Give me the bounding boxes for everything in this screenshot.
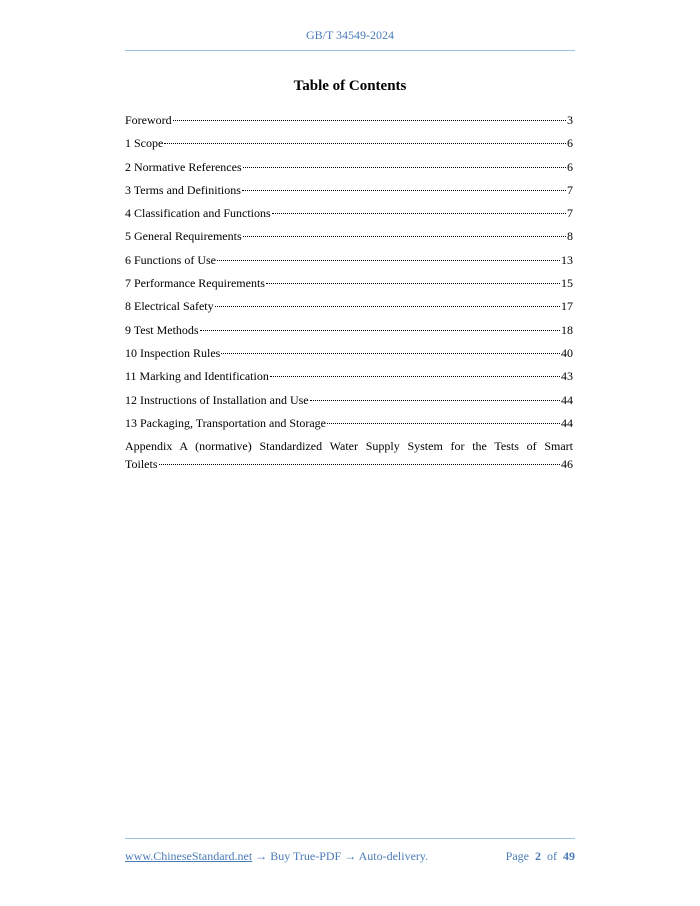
toc-entry-label: 1 Scope: [125, 136, 164, 151]
dot-leader: [164, 131, 566, 144]
dot-leader: [173, 108, 566, 121]
dot-leader: [217, 248, 560, 261]
footer-divider: [125, 838, 575, 839]
website-link[interactable]: www.ChineseStandard.net: [125, 849, 253, 863]
toc-entry-label: 13 Packaging, Transportation and Storage: [125, 415, 326, 430]
dot-leader: [327, 411, 560, 424]
toc-entry-label: 9 Test Methods: [125, 322, 199, 337]
toc-entry-page: 8: [567, 229, 573, 244]
dot-leader: [242, 178, 566, 191]
toc-entry-label: 6 Functions of Use: [125, 252, 216, 267]
page-title: Table of Contents: [293, 78, 407, 94]
toc-entry-page: 40: [561, 345, 573, 360]
buy-true-pdf-text: Buy True-PDF: [270, 849, 342, 863]
toc-entry-page: 18: [561, 322, 573, 337]
page-label: Page: [505, 849, 529, 863]
toc-entry-label: 4 Classification and Functions: [125, 206, 271, 221]
of-label: of: [547, 849, 557, 863]
dot-leader: [215, 294, 560, 307]
current-page-number: 2: [535, 849, 541, 863]
page-footer: [125, 849, 575, 864]
toc-entry-page: 13: [561, 252, 573, 267]
dot-leader: [243, 224, 566, 237]
toc-entry-label: 7 Performance Requirements: [125, 276, 265, 291]
toc-entry-label-continued: Toilets: [125, 457, 158, 472]
toc-entry-page: 15: [561, 276, 573, 291]
page-indicator: [506, 849, 575, 864]
dot-leader: [221, 341, 560, 354]
toc-entry-label: 5 General Requirements: [125, 229, 242, 244]
toc-entry-label: 2 Normative References: [125, 159, 242, 174]
dot-leader: [159, 452, 561, 465]
toc-entry-label: Appendix A (normative) Standardized Water Supply System for the Tests of Smart: [125, 439, 573, 454]
toc-entry-packaging-storage[interactable]: [125, 414, 573, 437]
auto-delivery-text: Auto-delivery.: [358, 849, 429, 863]
toc-entry-page: 44: [561, 392, 573, 407]
toc-entry-page: 6: [567, 136, 573, 151]
toc-entry-page: 17: [561, 299, 573, 314]
arrow-right-icon: →: [255, 849, 268, 863]
toc-entry-appendix-a[interactable]: [125, 437, 573, 473]
toc-entry-label: 11 Marking and Identification: [125, 369, 269, 384]
document-code: GB/T 34549-2024: [305, 28, 395, 42]
toc-entry-label: 3 Terms and Definitions: [125, 182, 241, 197]
dot-leader: [266, 271, 560, 284]
arrow-right-icon: →: [344, 849, 357, 863]
dot-leader: [243, 155, 566, 168]
dot-leader: [272, 201, 566, 214]
dot-leader: [200, 318, 560, 331]
dot-leader: [310, 388, 560, 401]
toc-entry-page: 7: [567, 206, 573, 221]
toc-entry-label: Foreword: [125, 113, 172, 127]
header-divider: [125, 50, 575, 51]
toc-entry-page: 46: [561, 457, 573, 472]
table-of-contents: [125, 111, 573, 473]
toc-entry-page: 7: [567, 182, 573, 197]
toc-entry-page: 6: [567, 159, 573, 174]
toc-entry-page: 44: [561, 415, 573, 430]
toc-entry-label: 12 Instructions of Installation and Use: [125, 392, 309, 407]
dot-leader: [270, 364, 560, 377]
toc-entry-page: 3: [567, 113, 573, 127]
toc-entry-page: 43: [561, 369, 573, 384]
toc-entry-label: 8 Electrical Safety: [125, 299, 214, 314]
total-pages-number: 49: [563, 849, 575, 863]
footer-links: [125, 849, 428, 864]
toc-entry-label: 10 Inspection Rules: [125, 345, 221, 360]
